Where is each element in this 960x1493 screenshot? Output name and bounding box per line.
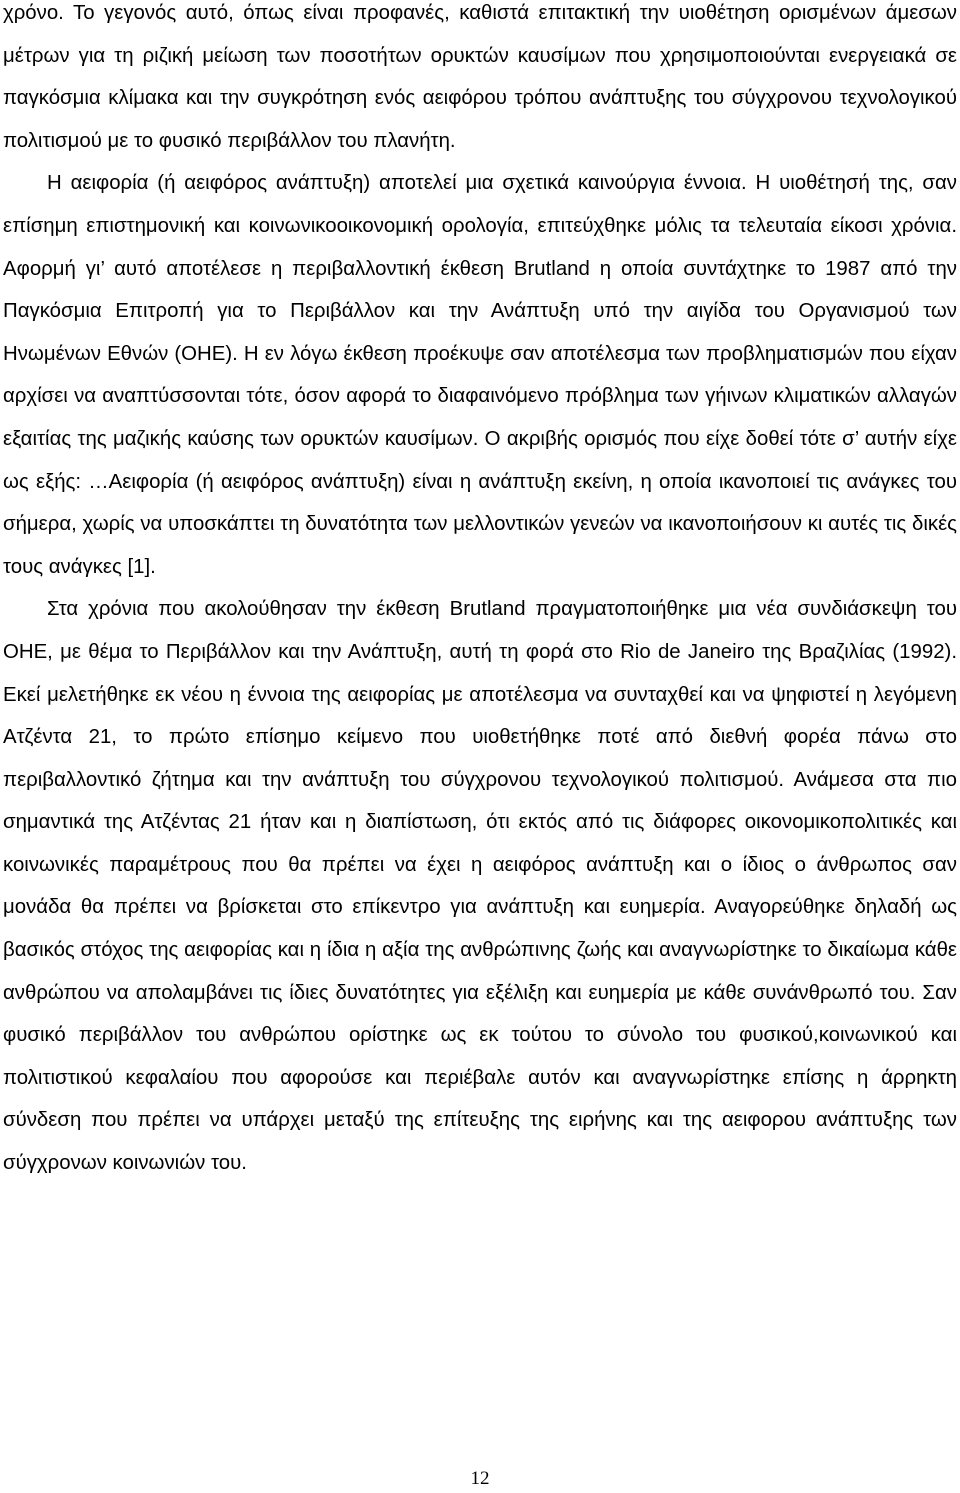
page-number: 12 [470,1468,490,1489]
paragraph-3: Στα χρόνια που ακολούθησαν την έκθεση Brutland πραγματοποιήθηκε μια νέα συνδιάσκεψη του ΟΗΕ, με θέμα το Περιβάλλον και την Ανάπτυξη, αυτή τη φορά στο Rio de Janeiro της Βραζιλίας (1992). Εκεί μελετήθηκε εκ νέου η έννοια της αειφορίας με αποτέλεσμα να συνταχθεί και να ψηφιστεί η λεγόμενη Ατζέντα 21, το πρώτο επίσημο κείμενο που υιοθετήθηκε ποτέ από διεθνή φορέα πάνω στο περιβαλλοντικό ζήτημα και την ανάπτυξη του σύγχρονου τεχνολογικού πολιτισμού. Ανάμεσα στα πιο σημαντικά της Ατζέντας 21 ήταν και η διαπίστωση, ότι εκτός από τις διάφορες οικονομικοπολιτικές και κοινωνικές παραμέτρους που θα πρέπει να έχει η αειφόρος ανάπτυξη και ο ίδιος ο άνθρωπος σαν μονάδα θα πρέπει να βρίσκεται στο επίκεντρο για ανάπτυξη και ευημερία. Αναγορεύθηκε δηλαδή ως βασικός στόχος της αειφορίας και η ίδια η αξία της ανθρώπινης ζωής και αναγνωρίστηκε το δικαίωμα κάθε ανθρώπου να απολαμβάνει τις ίδιες δυνατότητες για εξέλιξη και ευημερία με κάθε συνάνθρωπό του. Σαν φυσικό περιβάλλον του ανθρώπου ορίστηκε ως εκ τούτου το σύνολο του φυσικού,κοινωνικού και πολιτιστικού κεφαλαίου που αφορούσε και περιέβαλε αυτόν και αναγνωρίστηκε επίσης η άρρηκτη σύνδεση που πρέπει να υπάρχει μεταξύ της επίτευξης της ειρήνης και της αειφορου ανάπτυξης των σύγχρονων κοινωνιών του. [3,598,957,1175]
paragraph-1: χρόνο. Το γεγονός αυτό, όπως είναι προφανές, καθιστά επιτακτική την υιοθέτηση ορισμένων άμεσων μέτρων για τη ριζική μείωση των ποσοτήτων ορυκτών καυσίμων που χρησιμοποιούνται ενεργειακά σε παγκόσμια κλίμακα και την συγκρότηση ενός αειφόρου τρόπου ανάπτυξης του σύγχρονου τεχνολογικού πολιτισμού με το φυσικό περιβάλλον του πλανήτη. [3,2,957,152]
document-body [3,0,957,1185]
paragraph-2: Η αειφορία (ή αειφόρος ανάπτυξη) αποτελεί μια σχετικά καινούργια έννοια. Η υιοθέτησή της, σαν επίσημη επιστημονική και κοινωνικοοικονομική ορολογία, επιτεύχθηκε μόλις τα τελευταία είκοσι χρόνια. Αφορμή γι’ αυτό αποτέλεσε η περιβαλλοντική έκθεση Brutland η οποία συντάχτηκε το 1987 από την Παγκόσμια Επιτροπή για το Περιβάλλον και την Ανάπτυξη υπό την αιγίδα του Οργανισμού των Ηνωμένων Εθνών (ΟΗΕ). Η εν λόγω έκθεση προέκυψε σαν αποτέλεσμα των προβληματισμών που είχαν αρχίσει να αναπτύσσονται τότε, όσον αφορά το διαφαινόμενο πρόβλημα των γήινων κλιματικών αλλαγών εξαιτίας της μαζικής καύσης των ορυκτών καυσίμων. Ο ακριβής ορισμός που είχε δοθεί τότε σ’ αυτήν είχε ως εξής: …Αειφορία (ή αειφόρος ανάπτυξη) είναι η ανάπτυξη εκείνη, η οποία ικανοποιεί τις ανάγκες του σήμερα, χωρίς να υποσκάπτει τη δυνατότητα των μελλοντικών γενεών να ικανοποιήσουν κι αυτές τις δικές τους ανάγκες [1]. [3,172,957,578]
